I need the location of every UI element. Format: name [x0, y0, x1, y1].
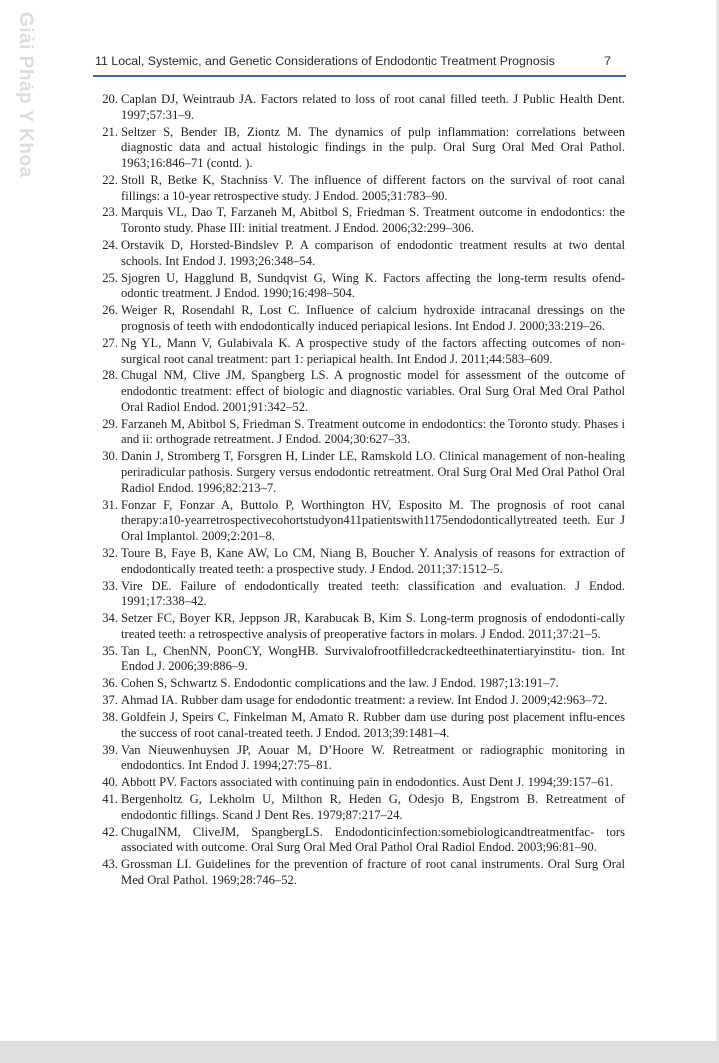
reference-number: 27.	[102, 335, 118, 350]
reference-text: Vire DE. Failure of endodontically treated teeth: classification and evaluation. J Endod. 1991;17:338–42.	[121, 578, 625, 609]
reference-number: 29.	[102, 416, 118, 431]
reference-number: 31.	[102, 497, 118, 512]
reference-item	[93, 336, 625, 367]
reference-number: 24.	[102, 238, 118, 253]
reference-item	[93, 173, 625, 204]
reference-text: Cohen S, Schwartz S. Endodontic complications and the law. J Endod. 1987;13:191–7.	[121, 676, 559, 691]
reference-text: Ahmad IA. Rubber dam usage for endodontic treatment: a review. Int Endod J. 2009;42:963–72.	[121, 693, 608, 708]
reference-item	[93, 710, 625, 741]
reference-text: Toure B, Faye B, Kane AW, Lo CM, Niang B, Boucher Y. Analysis of reasons for extraction of endodontically treated teeth: a prospective study. J Endod. 2011;37:1512–5.	[121, 545, 625, 576]
reference-number: 43.	[102, 857, 118, 872]
reference-text: Farzaneh M, Abitbol S, Friedman S. Treatment outcome in endodontics: the Toronto study. Phases i and ii: orthograde retreatment. J Endod. 2004;30:627–33.	[121, 416, 625, 447]
reference-text: Caplan DJ, Weintraub JA. Factors related to loss of root canal filled teeth. J Public Health Dent. 1997;57:31–9.	[121, 92, 625, 122]
reference-number: 21.	[102, 124, 118, 139]
reference-number: 37.	[102, 693, 118, 708]
reference-number: 42.	[102, 824, 118, 839]
reference-text: Grossman LI. Guidelines for the prevention of fracture of root canal instruments. Oral Surg Oral Med Oral Pathol. 1969;28:746–52.	[121, 857, 625, 888]
reference-item	[93, 743, 625, 774]
reference-number: 30.	[102, 449, 118, 464]
reference-item	[93, 205, 625, 236]
reference-item	[93, 271, 625, 302]
reference-text: Marquis VL, Dao T, Farzaneh M, Abitbol S, Friedman S. Treatment outcome in endodontics: the Toronto study. Phase III: initial treatment. J Endod. 2006;32:299–306.	[121, 205, 625, 236]
reference-item	[93, 676, 625, 692]
reference-item	[93, 857, 625, 888]
reference-item	[93, 238, 625, 269]
reference-item	[93, 693, 625, 709]
reference-list	[93, 92, 625, 890]
reference-item	[93, 303, 625, 334]
reference-number: 36.	[102, 676, 118, 691]
reference-item	[93, 579, 625, 610]
reference-number: 23.	[102, 205, 118, 220]
reference-text: Abbott PV. Factors associated with continuing pain in endodontics. Aust Dent J. 1994;39:157–61.	[121, 775, 614, 790]
reference-item	[93, 368, 625, 415]
reference-number: 40.	[102, 775, 118, 790]
reference-number: 38.	[102, 710, 118, 725]
reference-number: 32.	[102, 545, 118, 560]
reference-text: Fonzar F, Fonzar A, Buttolo P, Worthington HV, Esposito M. The prognosis of root canal therapy:a10-yearretrospectivecohortstudyon411patientswith1175endodonticallytreated teeth. Eur J Oral Implantol. 2009;2:201–8.	[121, 497, 625, 544]
reference-text: Ng YL, Mann V, Gulabivala K. A prospective study of the factors affecting outcomes of non-surgical root canal treatment: part 1: periapical health. Int Endod J. 2011;44:583–609.	[121, 335, 625, 366]
reference-text: Orstavik D, Horsted-Bindslev P. A comparison of endodontic treatment results at two dental schools. Int Endod J. 1993;26:348–54.	[121, 238, 625, 268]
reference-number: 25.	[102, 270, 118, 285]
reference-number: 26.	[102, 303, 118, 318]
reference-item	[93, 611, 625, 642]
reference-item	[93, 644, 625, 675]
header-divider	[93, 75, 626, 77]
reference-number: 33.	[102, 578, 118, 593]
reference-number: 20.	[102, 92, 118, 106]
reference-number: 28.	[102, 368, 118, 383]
reference-item	[93, 498, 625, 545]
reference-text: Stoll R, Betke K, Stachniss V. The influence of different factors on the survival of root canal fillings: a 10-year retrospective study. J Endod. 2005;31:783–90.	[121, 172, 625, 203]
reference-number: 39.	[102, 742, 118, 757]
reference-number: 41.	[102, 792, 118, 807]
reference-number: 34.	[102, 611, 118, 626]
reference-item	[93, 775, 625, 791]
reference-item	[93, 125, 625, 172]
chapter-title: 11 Local, Systemic, and Genetic Considerations of Endodontic Treatment Prognosis	[95, 54, 555, 68]
reference-text: Sjogren U, Hagglund B, Sundqvist G, Wing K. Factors affecting the long-term results ofend-odontic treatment. J Endod. 1990;16:498–504.	[121, 270, 625, 301]
reference-item	[93, 546, 625, 577]
reference-text: Goldfein J, Speirs C, Finkelman M, Amato R. Rubber dam use during post placement influ-ences the success of root canal-treated teeth. J Endod. 2013;39:1481–4.	[121, 710, 625, 740]
reference-text: Weiger R, Rosendahl R, Lost C. Influence of calcium hydroxide intracanal dressings on the prognosis of teeth with endodontically induced periapical lesions. Int Endod J. 2000;33:219–26.	[121, 303, 625, 333]
watermark-text: Giải Pháp Y Khoa	[15, 12, 36, 178]
reference-text: Tan L, ChenNN, PoonCY, WongHB. Survivalofrootfilledcrackedteethinatertiaryinstitu- tion. Int Endod J. 2006;39:886–9.	[121, 643, 625, 674]
reference-text: Van Nieuwenhuysen JP, Aouar M, D’Hoore W. Retreatment or radiographic monitoring in endodontics. Int Endod J. 1994;27:75–81.	[121, 742, 625, 773]
page-number: 7	[604, 54, 611, 68]
reference-item	[93, 825, 625, 856]
reference-text: Seltzer S, Bender IB, Ziontz M. The dynamics of pulp inflammation: correlations between diagnostic data and actual histologic findings in the pulp. Oral Surg Oral Med Oral Pathol. 1963;16:846–71 (contd. ).	[121, 124, 625, 170]
reference-number: 22.	[102, 172, 118, 187]
reference-item	[93, 449, 625, 496]
reference-text: Chugal NM, Clive JM, Spangberg LS. A prognostic model for assessment of the outcome of endodontic treatment: effect of biologic and diagnostic variables. Oral Surg Oral Med Oral Pathol Oral Radiol Endod. 2001;91:342–52.	[121, 368, 625, 414]
reference-item	[93, 792, 625, 823]
running-header	[93, 52, 623, 76]
reference-text: Bergenholtz G, Lekholm U, Milthon R, Heden G, Odesjo B, Engstrom B. Retreatment of endodontic fillings. Scand J Dent Res. 1979;87:217–24.	[121, 792, 625, 822]
viewer-bottom-bar	[0, 1041, 719, 1063]
reference-item	[93, 417, 625, 448]
reference-text: ChugalNM, CliveJM, SpangbergLS. Endodonticinfection:somebiologicandtreatmentfac- tors associated with outcome. Oral Surg Oral Med Oral Pathol Oral Radiol Endod. 2003;96:81–90.	[121, 824, 625, 855]
reference-text: Setzer FC, Boyer KR, Jeppson JR, Karabucak B, Kim S. Long-term prognosis of endodonti-cally treated teeth: a retrospective analysis of preoperative factors in molars. J Endod. 2011;37:21–5.	[121, 611, 625, 641]
reference-text: Danin J, Stromberg T, Forsgren H, Linder LE, Ramskold LO. Clinical management of non-healing periradicular pathosis. Surgery versus endodontic retreatment. Oral Surg Oral Med Oral Pathol Oral Radiol Endod. 1996;82:213–7.	[121, 449, 625, 495]
reference-item	[93, 92, 625, 123]
reference-number: 35.	[102, 643, 118, 658]
